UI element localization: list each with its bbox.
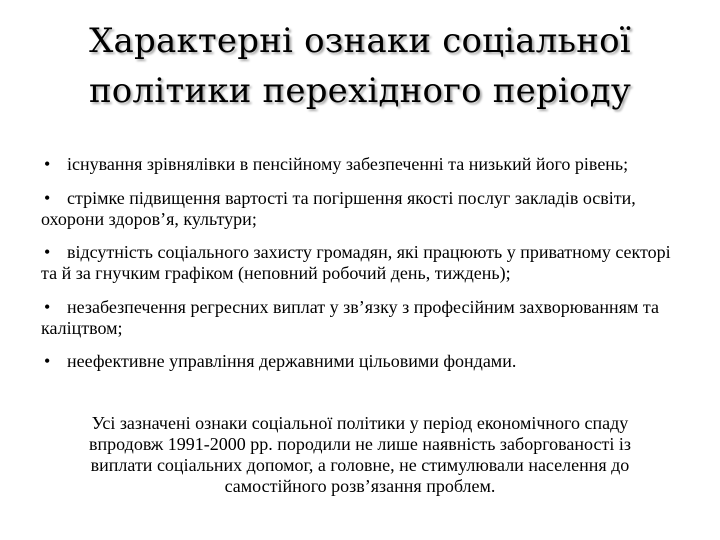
summary-paragraph xyxy=(40,413,680,497)
bullet-item-service-costs xyxy=(41,188,691,230)
bullet-marker: • xyxy=(44,154,51,174)
title-line-1: Характерні ознаки соціальної xyxy=(89,21,631,61)
title-line-2: політики перехідного періоду xyxy=(88,71,632,111)
bullet-item-social-protection xyxy=(41,242,691,284)
summary-line-1: Усі зазначені ознаки соціальної політики у період економічного спаду xyxy=(91,413,629,433)
bullet-text: стрімке підвищення вартості та погіршення якості послуг закладів освіти, охорони здоров’я, культури; xyxy=(41,187,636,229)
bullet-item-recourse-payments xyxy=(41,297,691,339)
summary-line-4: самостійного розв’язання проблем. xyxy=(224,476,496,496)
bullet-text: незабезпечення регресних виплат у зв’язку з професійним захворюванням та каліцтвом; xyxy=(41,296,659,338)
summary-line-3: виплати соціальних допомог, а головне, не стимулювали населення до xyxy=(90,455,630,475)
bullet-marker: • xyxy=(44,351,51,371)
bullet-item-fund-management xyxy=(41,351,691,372)
bullet-text: неефективне управління державними цільовими фондами. xyxy=(67,351,517,371)
bullet-text: існування зрівнялівки в пенсійному забезпеченні та низький його рівень; xyxy=(67,154,629,174)
slide-title xyxy=(40,16,680,116)
bullet-item-pension-equalization xyxy=(41,154,691,175)
bullet-marker: • xyxy=(44,296,51,317)
bullet-text: відсутність соціального захисту громадян, які працюють у приватному секторі та й за гнучким графіком (неповний робочий день, тиждень); xyxy=(41,242,671,283)
summary-line-2: впродовж 1991-2000 рр. породили не лише наявність заборгованості із xyxy=(89,434,631,454)
bullet-marker: • xyxy=(44,187,51,208)
bullet-list xyxy=(41,154,691,385)
bullet-marker: • xyxy=(44,242,51,262)
